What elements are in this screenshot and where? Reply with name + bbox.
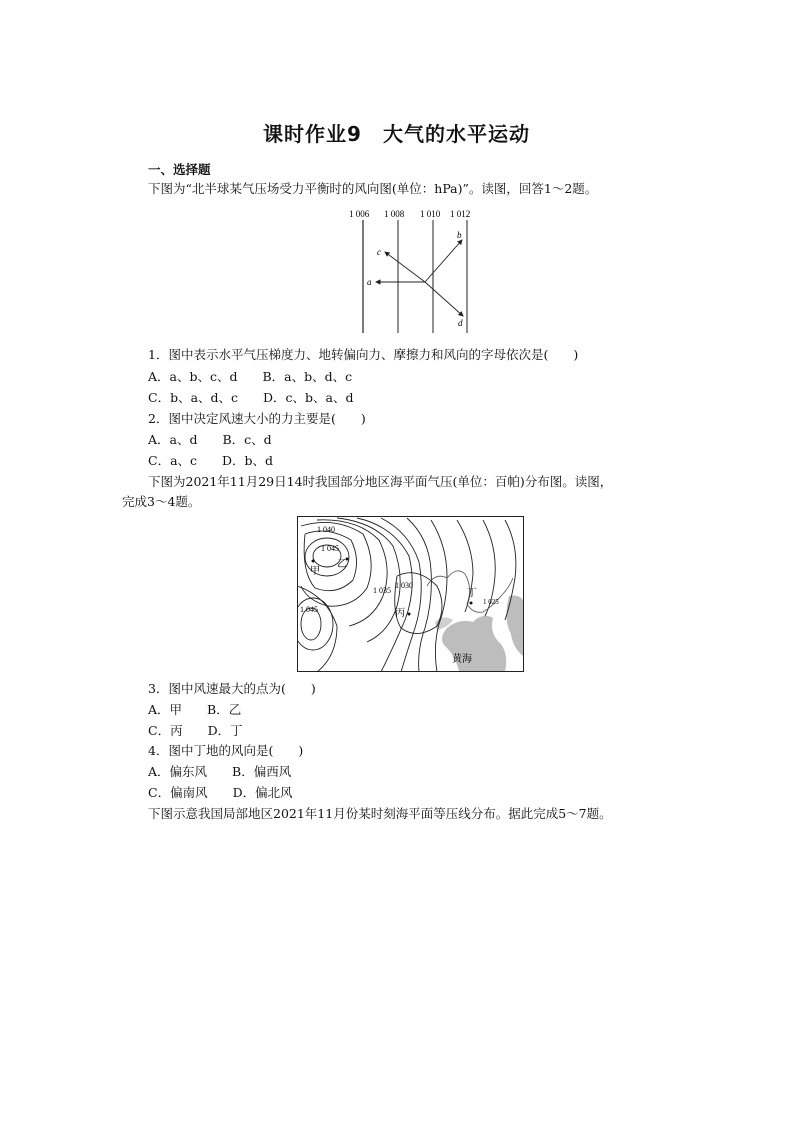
arrow-label-b: b: [457, 230, 462, 240]
point-yi-label: 乙: [337, 559, 347, 570]
isobar-label-1025: 1 025: [483, 598, 499, 606]
question-1: 1．图中表示水平气压梯度力、地转偏向力、摩擦力和风向的字母依次是( ): [148, 347, 579, 362]
question-4-options-cd: C．偏南风 D．偏北风: [148, 785, 293, 800]
arrow-d: [425, 282, 463, 316]
question-4-options-ab: A．偏东风 B．偏西风: [148, 764, 292, 779]
question-3-options-ab: A．甲 B．乙: [148, 702, 242, 717]
arrow-label-a: a: [367, 277, 372, 287]
wind-force-diagram: [345, 206, 485, 336]
intro-q1-2: 下图为“北半球某气压场受力平衡时的风向图(单位：hPa)”。读图，回答1～2题。: [148, 181, 598, 196]
point-bing-marker: [408, 613, 411, 616]
question-1-options-cd: C．b、a、d、c D．c、b、a、d: [148, 390, 354, 405]
arrow-label-c: c: [377, 247, 381, 257]
sea-level-pressure-map: [297, 516, 524, 672]
intro-q3-4: 下图为2021年11月29日14时我国部分地区海平面气压(单位：百帕)分布图。读图，: [148, 474, 613, 489]
isobar-label-1040: 1 040: [317, 525, 335, 534]
point-jia-marker: [312, 560, 315, 563]
isobar-label-1045-high: 1 045: [321, 544, 339, 553]
question-4: 4．图中丁地的风向是( ): [148, 743, 304, 758]
point-bing-label: 丙: [395, 608, 405, 619]
arrow-c: [385, 252, 425, 282]
arrow-label-d: d: [458, 318, 463, 328]
question-2-options-ab: A．a、d B．c、d: [148, 432, 272, 447]
question-3: 3．图中风速最大的点为( ): [148, 681, 316, 696]
arrow-b: [425, 240, 462, 282]
isobar-label-1010: 1 010: [420, 209, 441, 219]
question-2: 2．图中决定风速大小的力主要是( ): [148, 411, 366, 426]
isobar-label-1030: 1 030: [395, 581, 413, 590]
point-jia-label: 甲: [310, 566, 320, 577]
isobar-label-1012: 1 012: [450, 209, 471, 219]
section-heading: 一、选择题: [148, 162, 211, 177]
isobar-label-1006: 1 006: [349, 209, 370, 219]
question-2-options-cd: C．a、c D．b、d: [148, 453, 274, 468]
intro-q3-4-continued: 完成3～4题。: [122, 494, 201, 509]
intro-q5-7: 下图示意我国局部地区2021年11月份某时刻海平面等压线分布。据此完成5～7题。: [148, 806, 612, 821]
isobar-label-1045-low: 1 045: [300, 605, 318, 614]
sea-label-huanghai: 黄海: [452, 654, 472, 665]
isobar-label-1035: 1 035: [373, 586, 391, 595]
point-ding-label: 丁: [467, 588, 477, 599]
question-1-options-ab: A．a、b、c、d B．a、b、d、c: [148, 369, 353, 384]
page-title: 课时作业9 大气的水平运动: [263, 122, 530, 146]
isobar-label-1008: 1 008: [384, 209, 405, 219]
question-3-options-cd: C．丙 D．丁: [148, 723, 243, 738]
point-ding-marker: [470, 602, 473, 605]
